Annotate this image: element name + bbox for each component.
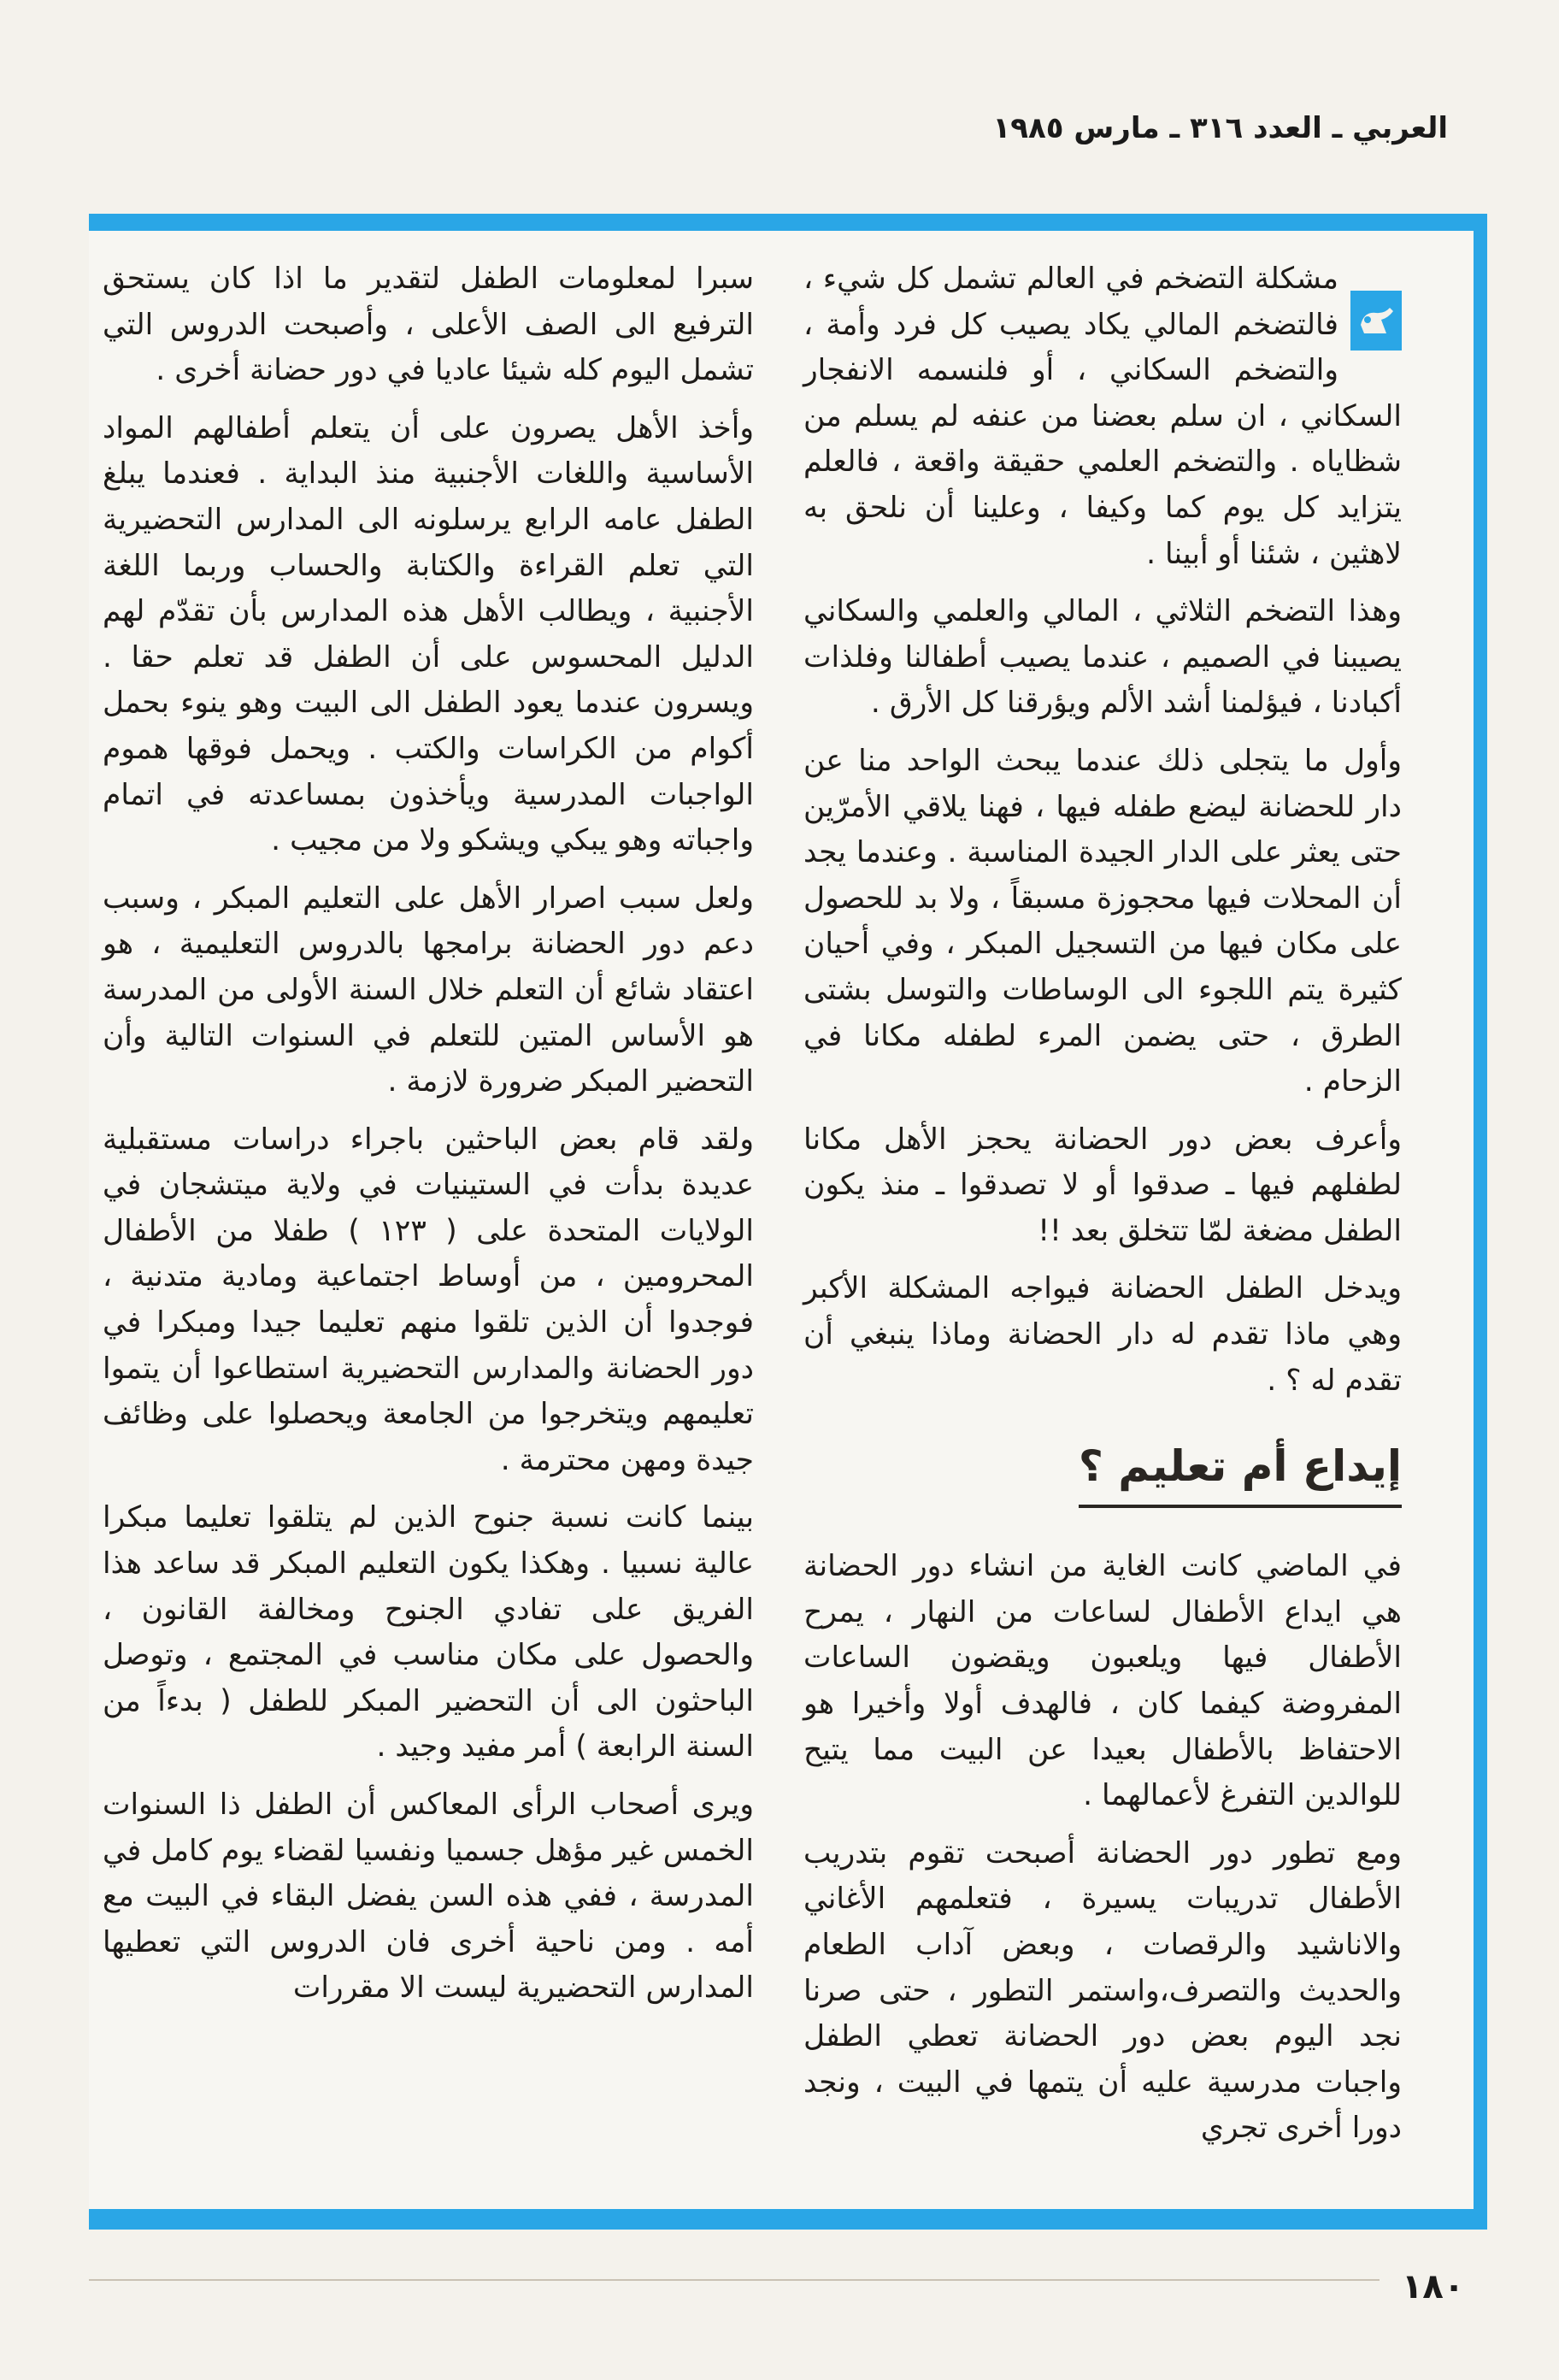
paragraph: ومع تطور دور الحضانة أصبحت تقوم بتدريب الأطفال تدريبات يسيرة ، فتعلمهم الأغاني والاناشيد والرقصات ، وبعض آداب الطعام والحديث والتصرف،واستمر التطور ، حتى صرنا نجد اليوم بعض دور الحضانة تعطي الطفل واجبات مدرسية عليه أن يتمها في البيت ، ونجد دورا أخرى تجري [803, 1835, 1402, 2146]
paragraph: وأعرف بعض دور الحضانة يحجز الأهل مكانا لطفلهم فيها ـ صدقوا أو لا تصدقوا ـ منذ يكون الطفل مضغة لمّا تتخلق بعد !! [803, 1122, 1402, 1248]
paragraph: مشكلة التضخم في العالم تشمل كل شيء ، فالتضخم المالي يكاد يصيب كل فرد وأمة ، والتضخم السكاني ، أو فلنسمه الانفجار السكاني ، ان سلم بعضنا من عنفه لم يسلم من شظاياه . والتضخم العلمي حقيقة واقعة ، فالعلم يتزايد كل يوم كما وكيفا ، وعلينا أن نلحق به لاهثين ، شئنا أو أبينا . [803, 262, 1402, 571]
section-heading [803, 1436, 1402, 1508]
page-number: ١٨٠ [1402, 2267, 1465, 2306]
article-frame [89, 214, 1487, 2230]
ornament-icon [1350, 291, 1402, 351]
paragraph: وأول ما يتجلى ذلك عندما يبحث الواحد منا عن دار للحضانة ليضع طفله فيها ، فهنا يلاقي الأمرّين حتى يعثر على الدار الجيدة المناسبة . وعندما يجد أن المحلات فيها محجوزة مسبقاً ، ولا بد للحصول على مكان فيها من التسجيل المبكر ، وفي أحيان كثيرة يتم اللجوء الى الوساطات والتوسل بشتى الطرق ، حتى يضمن المرء لطفله مكانا في الزحام . [803, 743, 1402, 1099]
running-head: العربي ـ العدد ٣١٦ ـ مارس ١٩٨٥ [992, 111, 1448, 145]
paragraph: ولقد قام بعض الباحثين باجراء دراسات مستقبلية عديدة بدأت في الستينيات في ولاية ميتشجان في الولايات المتحدة على ( ١٢٣ ) طفلا من الأطفال المحرومين ، من أوساط اجتماعية ومادية متدنية ، فوجدوا أن الذين تلقوا منهم تعليما جيدا ومبكرا في دور الحضانة والمدارس التحضيرية استطاعوا أن يتموا تعليمهم ويتخرجوا من الجامعة ويحصلوا على وظائف جيدة ومهن محترمة . [103, 1122, 754, 1477]
paragraph: ولعل سبب اصرار الأهل على التعليم المبكر ، وسبب دعم دور الحضانة برامجها بالدروس التعليمية ، هو اعتقاد شائع أن التعلم خلال السنة الأولى من المدرسة هو الأساس المتين للتعلم في السنوات التالية وأن التحضير المبكر ضرورة لازمة . [103, 881, 754, 1099]
footer-rule [89, 2279, 1380, 2281]
paragraph: في الماضي كانت الغاية من انشاء دور الحضانة هي ايداع الأطفال لساعات من النهار ، يمرح الأطفال فيها ويلعبون ويقضون الساعات المفروضة كيفما كان ، فالهدف أولا وأخيرا هو الاحتفاظ بالأطفال بعيدا عن البيت مما يتيح للوالدين التفرغ لأعمالهما . [803, 1549, 1402, 1813]
section-heading-text: إيداع أم تعليم ؟ [1079, 1436, 1402, 1508]
paragraph: سبرا لمعلومات الطفل لتقدير ما اذا كان يستحق الترفيع الى الصف الأعلى ، وأصبحت الدروس التي تشمل اليوم كله شيئا عاديا في دور حضانة أخرى . [103, 262, 754, 388]
paragraph: ويدخل الطفل الحضانة فيواجه المشكلة الأكبر وهي ماذا تقدم له دار الحضانة وماذا ينبغي أن تقدم له ؟ . [803, 1271, 1402, 1398]
paragraph: ويرى أصحاب الرأى المعاكس أن الطفل ذا السنوات الخمس غير مؤهل جسميا ونفسيا لقضاء يوم كامل في المدرسة ، ففي هذه السن يفضل البقاء في البيت مع أمه . ومن ناحية أخرى فان الدروس التي تعطيها المدارس التحضيرية ليست الا مقررات [103, 1788, 754, 2006]
paragraph: بينما كانت نسبة جنوح الذين لم يتلقوا تعليما مبكرا عالية نسبيا . وهكذا يكون التعليم المبكر قد ساعد هذا الفريق على تفادي الجنوح ومخالفة القانون ، والحصول على مكان مناسب في المجتمع ، وتوصل الباحثون الى أن التحضير المبكر للطفل ( بدءاً من السنة الرابعة ) أمر مفيد وجيد . [103, 1500, 754, 1764]
right-column [803, 256, 1402, 2164]
paragraph: وأخذ الأهل يصرون على أن يتعلم أطفالهم المواد الأساسية واللغات الأجنبية منذ البداية . فعندما يبلغ الطفل عامه الرابع يرسلونه الى المدارس التحضيرية التي تعلم القراءة والكتابة والحساب وربما اللغة الأجنبية ، ويطالب الأهل هذه المدارس بأن تقدّم لهم الدليل المحسوس على أن الطفل قد تعلم حقا . ويسرون عندما يعود الطفل الى البيت وهو ينوء بحمل أكوام من الكراسات والكتب . ويحمل فوقها هموم الواجبات المدرسية ويأخذون بمساعدته في اتمام واجباته وهو يبكي ويشكو ولا من مجيب . [103, 410, 754, 858]
paragraph: وهذا التضخم الثلاثي ، المالي والعلمي والسكاني يصيبنا في الصميم ، عندما يصيب أطفالنا وفلذات أكبادنا ، فيؤلمنا أشد الألم ويؤرقنا كل الأرق . [803, 594, 1402, 721]
left-column [103, 256, 754, 2024]
